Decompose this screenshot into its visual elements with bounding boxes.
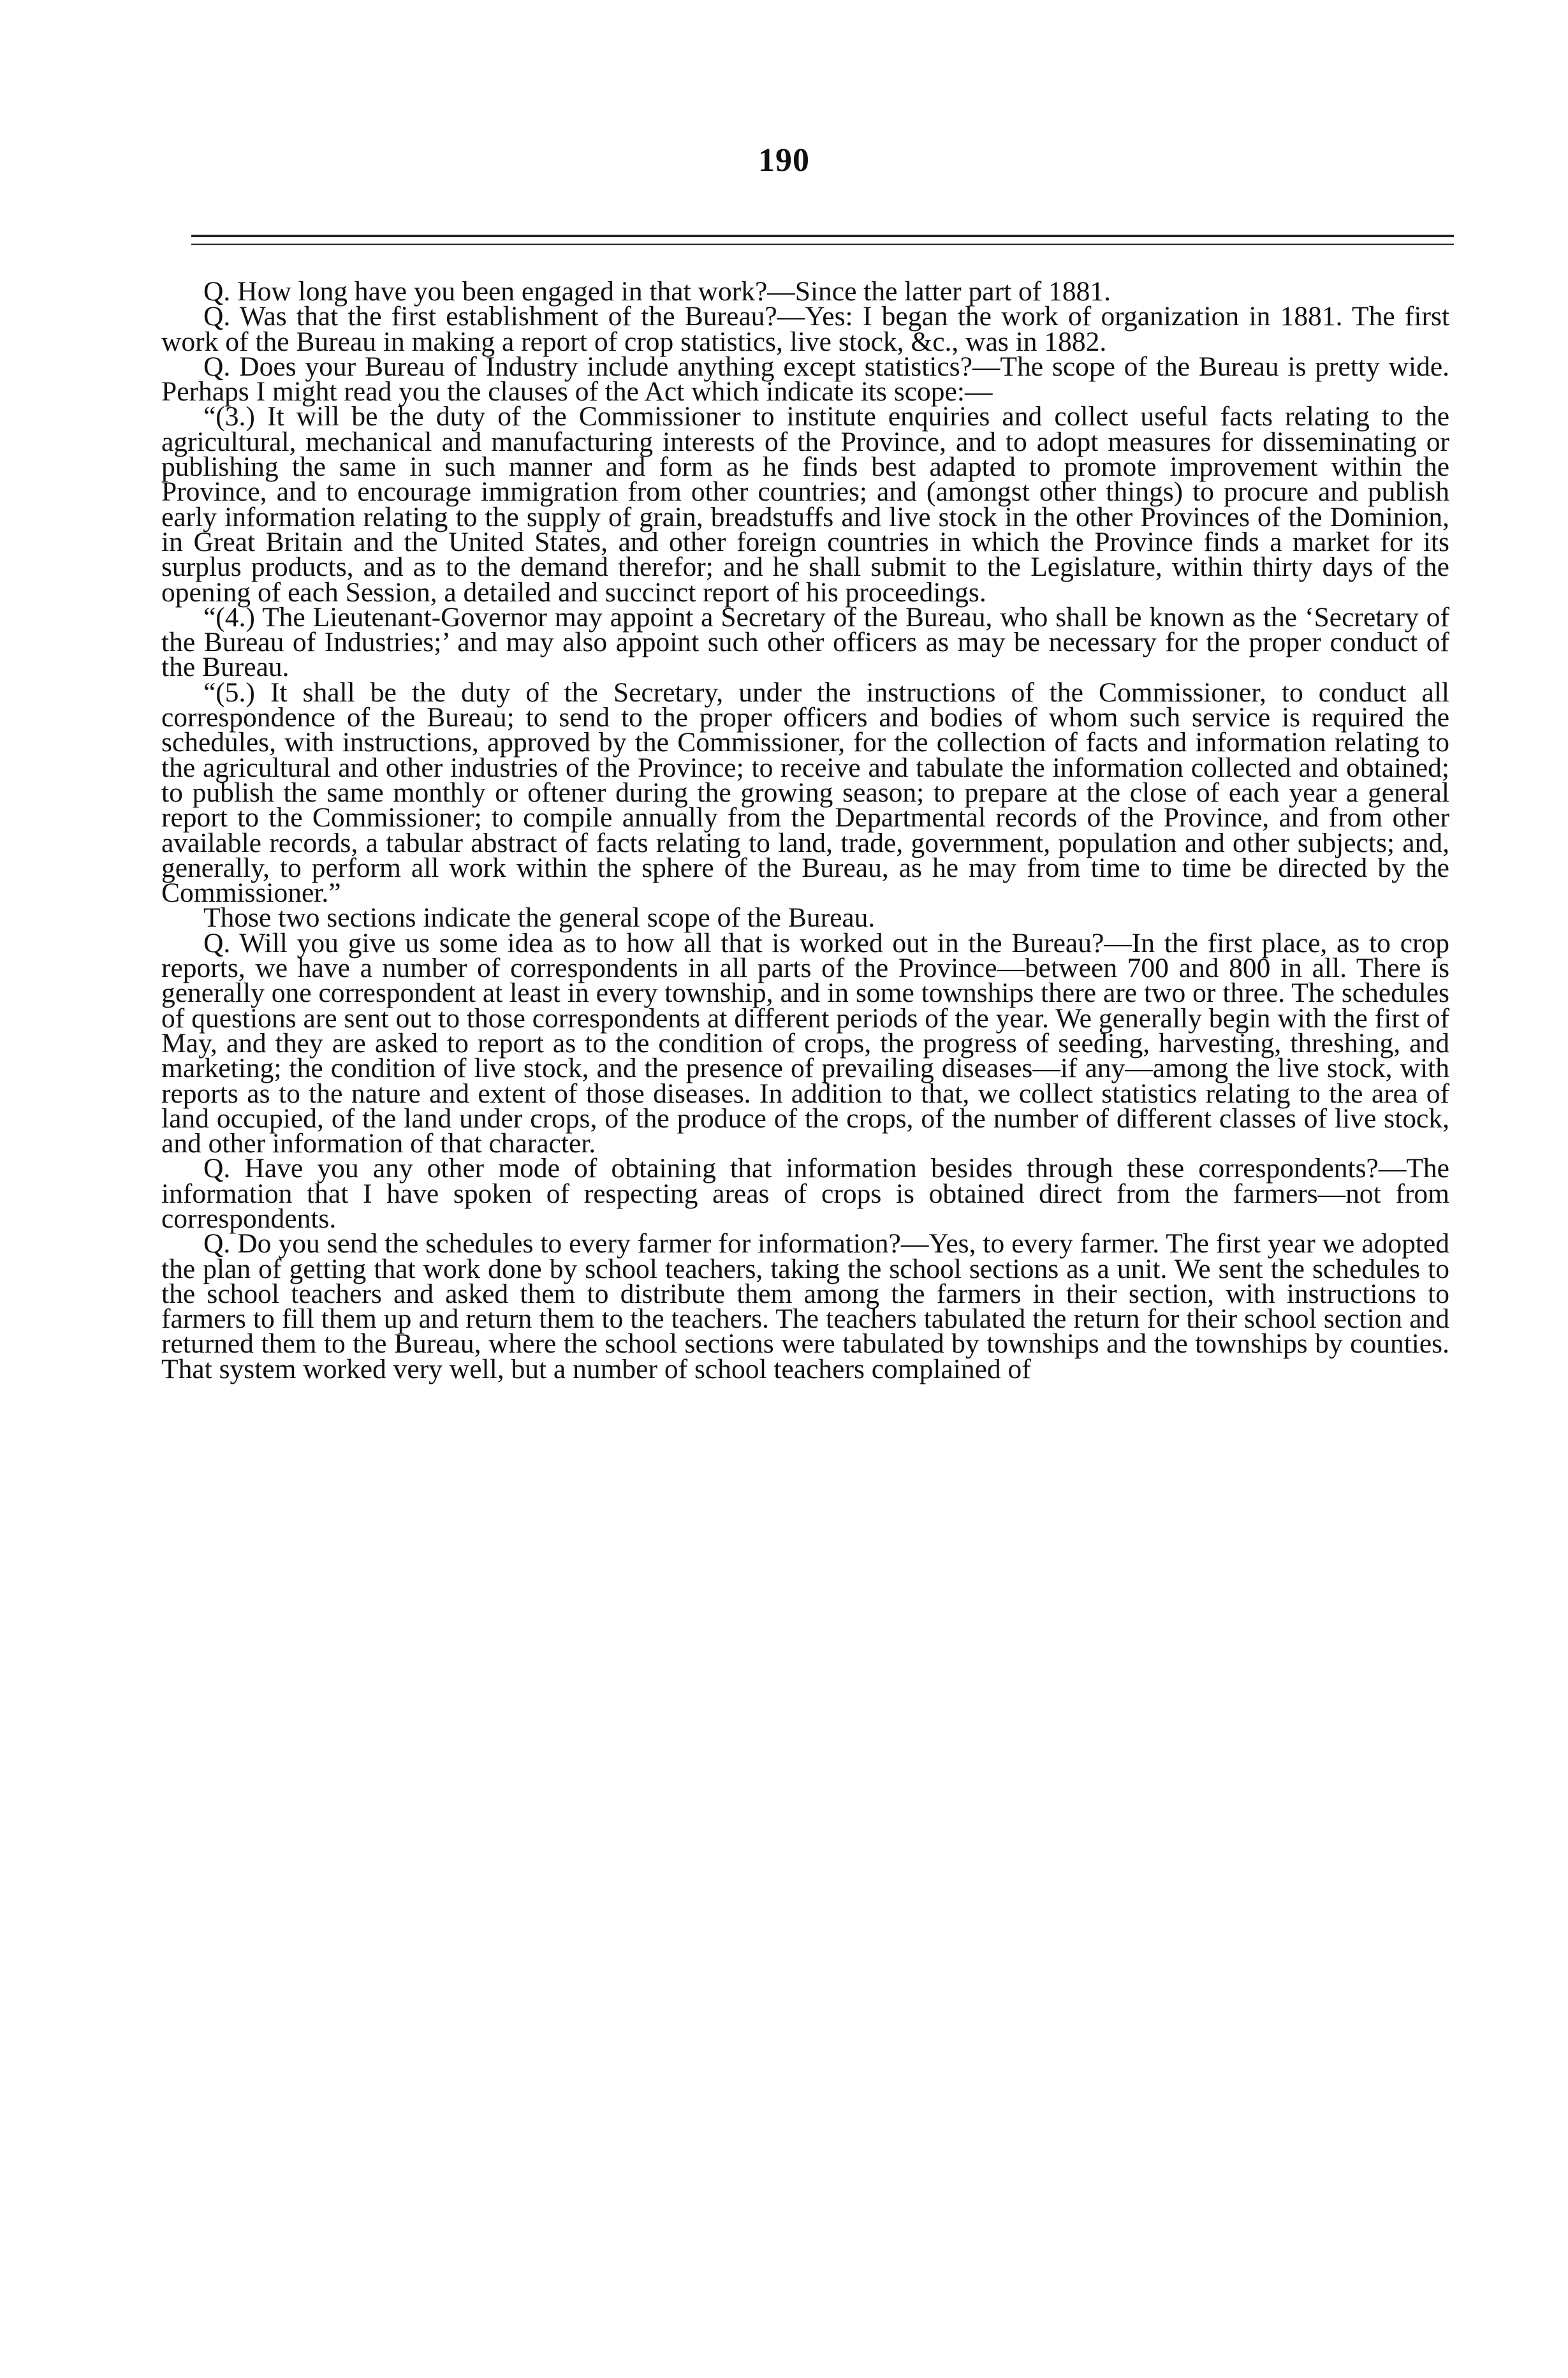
- header-rule-thick: [191, 235, 1454, 237]
- paragraph-10: Q. Do you send the schedules to every farmer for information?—Yes, to every farmer. The first year we adopted the plan of getting that work done by school teachers, taking the school sections as a unit. We sent the schedules to the school teachers and asked them to distribute them among the farmers in their section, with instructions to farmers to fill them up and return them to the teachers. The teachers tabulated the return for their school section and returned them to the Bureau, where the school sections were tabulated by townships and the townships by counties. That system worked very well, but a number of school teachers complained of: [161, 1228, 1449, 1384]
- paragraph-8: Q. Will you give us some idea as to how all that is worked out in the Bureau?—In the first place, as to crop reports, we have a number of correspondents in all parts of the Province—between 700 and 800 in all. There is generally one correspondent at least in every township, and in some townships there are two or three. The schedules of questions are sent out to those correspondents at different periods of the year. We generally begin with the first of May, and they are asked to report as to the condition of crops, the progress of seeding, harvesting, threshing, and marketing; the condition of live stock, and the presence of prevailing diseases—if any—among the live stock, with reports as to the nature and extent of those diseases. In addition to that, we collect statistics relating to the area of land occupied, of the land under crops, of the produce of the crops, of the number of different classes of live stock, and other information of that character.: [161, 927, 1449, 1159]
- paragraph-2: Q. Was that the first establishment of the Bureau?—Yes: I began the work of organization in 1881. The first work of the Bureau in making a report of crop statistics, live stock, &c., was in 1882.: [161, 301, 1449, 357]
- paragraph-9: Q. Have you any other mode of obtaining that information besides through these correspondents?—The information that I have spoken of respecting areas of crops is obtained direct from the farmers—not from correspondents.: [161, 1153, 1449, 1234]
- paragraph-3: Q. Does your Bureau of Industry include anything except statistics?—The scope of the Bureau is pretty wide. Perhaps I might read you the clauses of the Act which indicate its scope:—: [161, 351, 1449, 407]
- body-text: [161, 276, 1449, 1384]
- act-clause-5: “(5.) It shall be the duty of the Secretary, under the instructions of the Commissioner, to conduct all correspondence of the Bureau; to send to the proper officers and bodies of whom such service is required the schedules, with instructions, approved by the Commissioner, for the collection of facts and information relating to the agricultural and other industries of the Province; to receive and tabulate the information collected and obtained; to publish the same monthly or oftener during the growing season; to prepare at the close of each year a general report to the Commissioner; to compile annually from the Departmental records of the Province, and from other available records, a tabular abstract of facts relating to land, trade, government, population and other subjects; and, generally, to perform all work within the sphere of the Bureau, as he may from time to time be directed by the Commissioner.”: [161, 677, 1449, 909]
- act-clause-3: “(3.) It will be the duty of the Commissioner to institute enquiries and collect useful facts relating to the agricultural, mechanical and manufacturing interests of the Province, and to adopt measures for disseminating or publishing the same in such manner and form as he finds best adapted to promote improvement within the Province, and to encourage immigration from other countries; and (amongst other things) to procure and publish early information relating to the supply of grain, breadstuffs and live stock in the other Provinces of the Dominion, in Great Britain and the United States, and other foreign countries in which the Province finds a market for its surplus products, and as to the demand therefor; and he shall submit to the Legislature, within thirty days of the opening of each Session, a detailed and succinct report of his proceedings.: [161, 401, 1449, 608]
- paragraph-7: Those two sections indicate the general scope of the Bureau.: [203, 902, 876, 934]
- page-number: 190: [758, 142, 810, 179]
- header-rule-thin: [191, 244, 1454, 245]
- paragraph-1: Q. How long have you been engaged in that work?—Since the latter part of 1881.: [203, 276, 1111, 307]
- act-clause-4: “(4.) The Lieutenant-Governor may appoint a Secretary of the Bureau, who shall be known as the ‘Secretary of the Bureau of Industries;’ and may also appoint such other officers as may be necessary for the proper conduct of the Bureau.: [161, 601, 1449, 683]
